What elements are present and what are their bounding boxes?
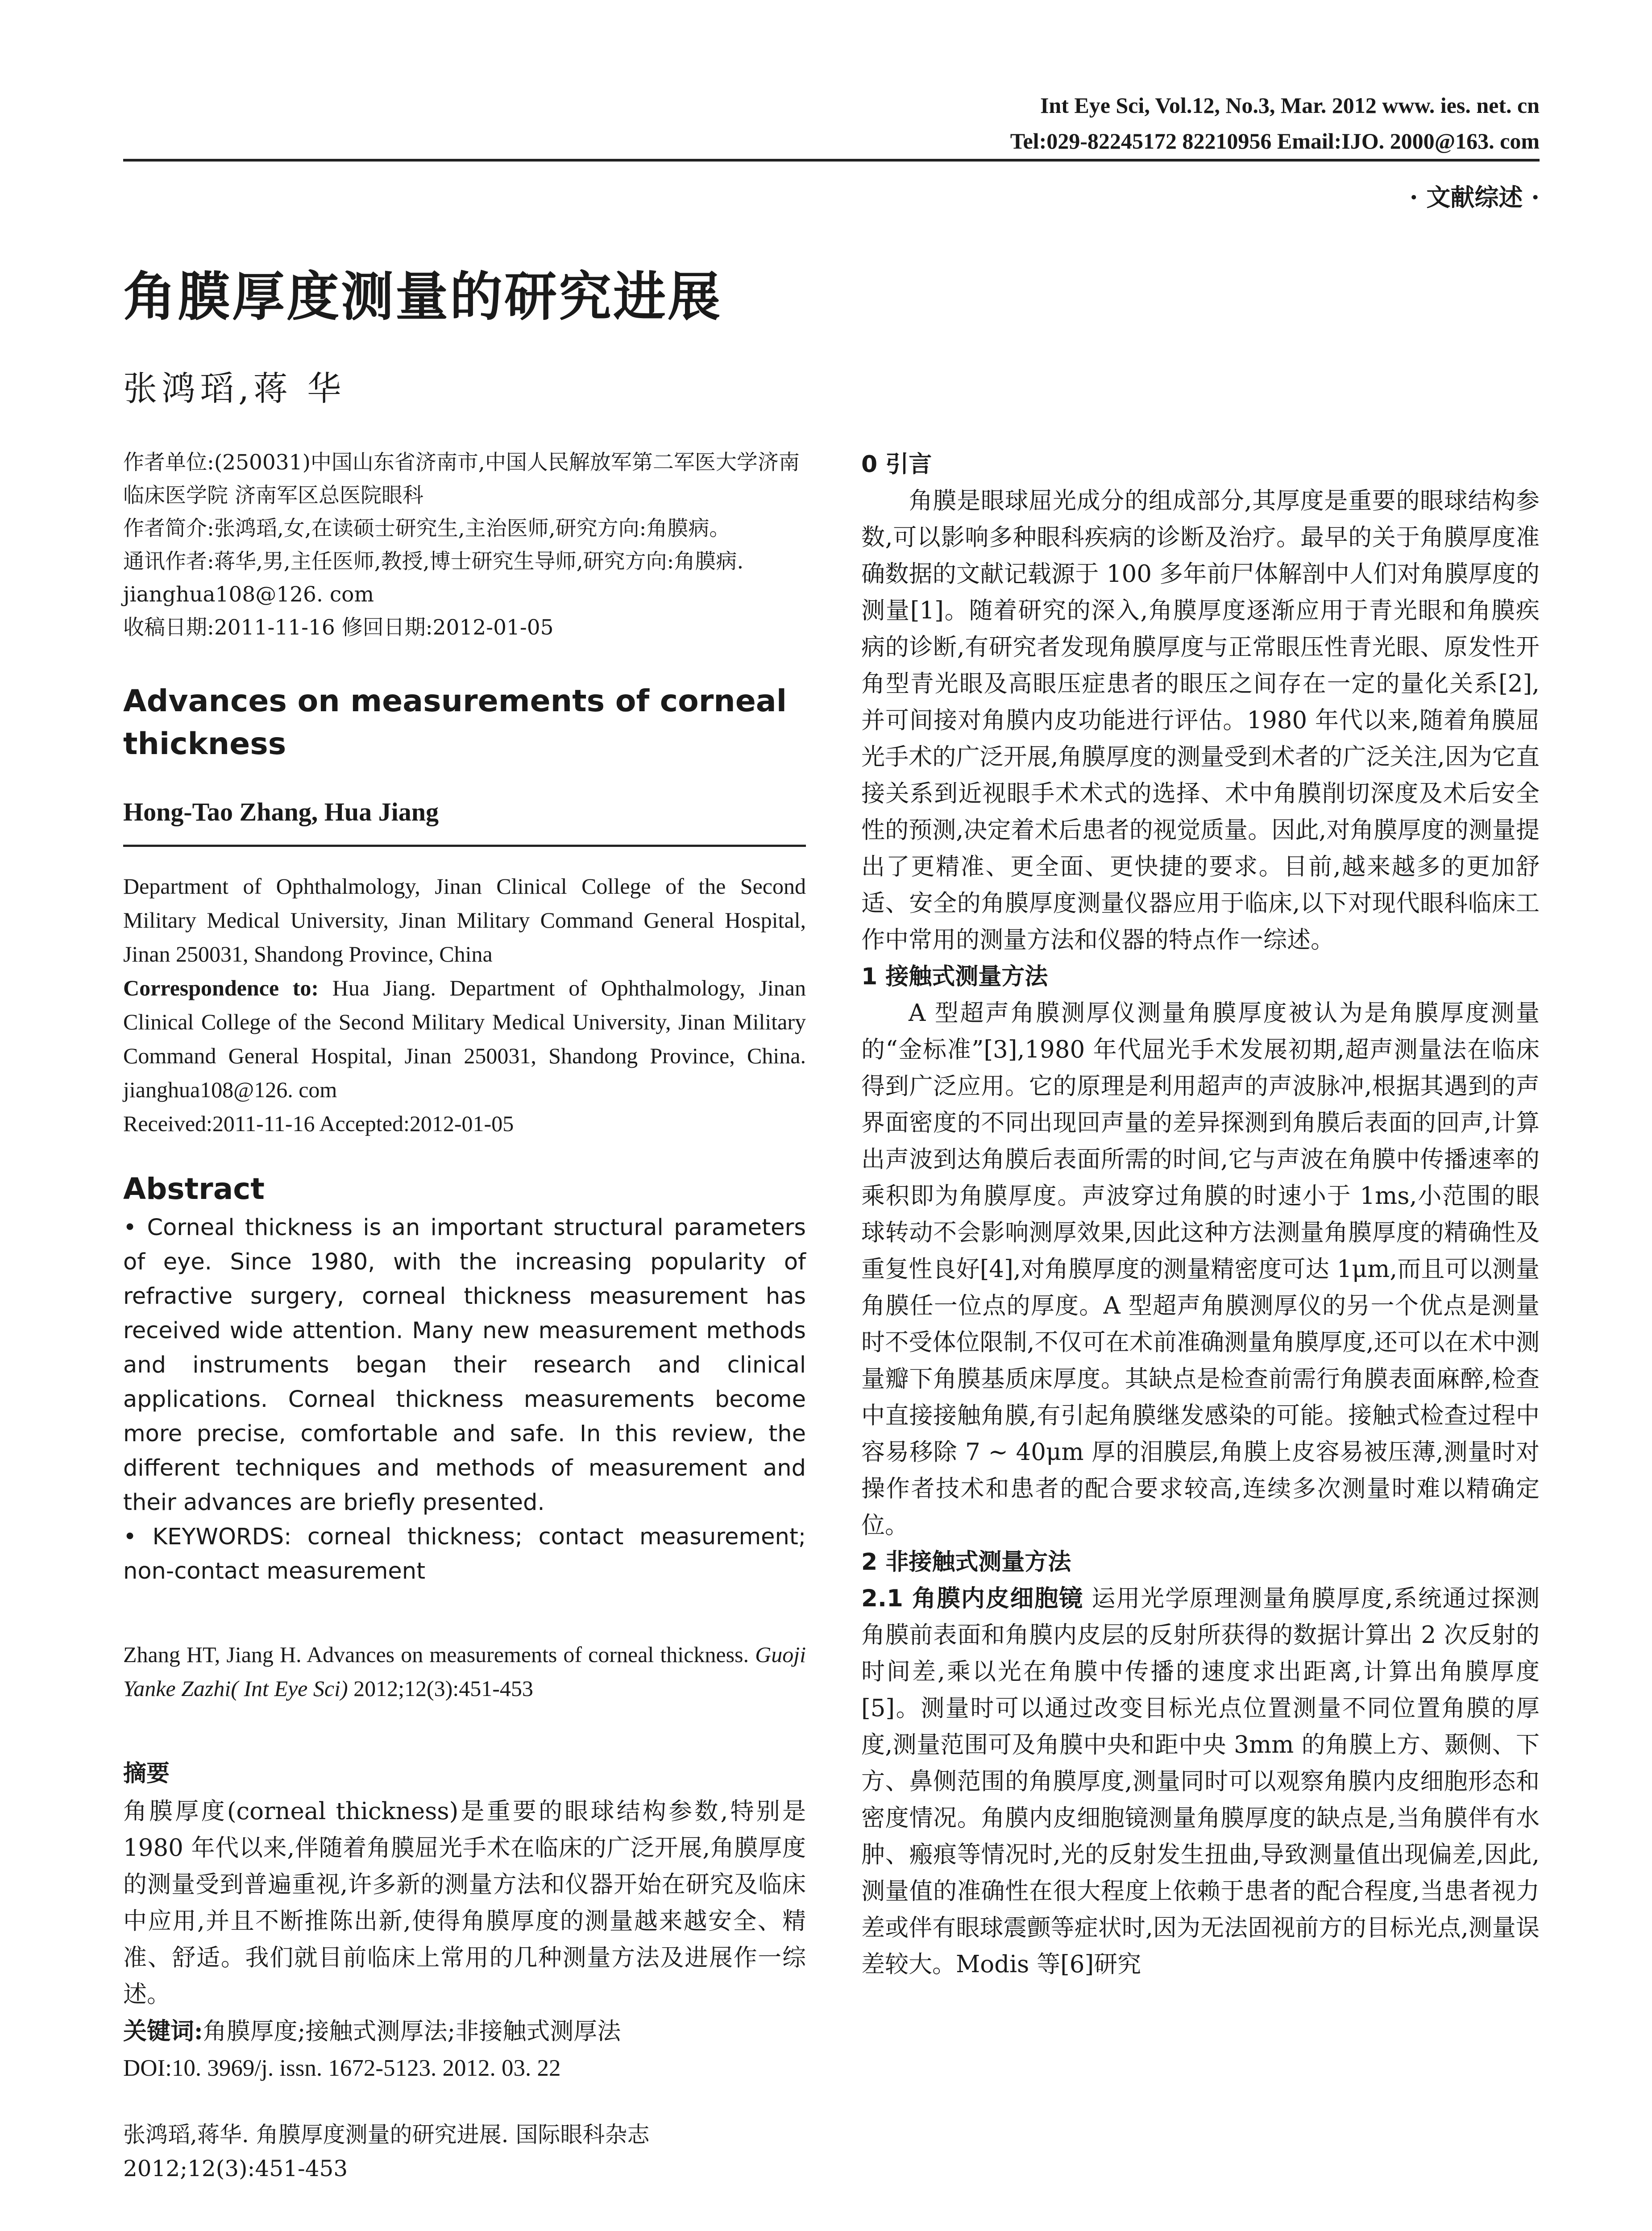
meta-author-bio: 作者简介:张鸿瑫,女,在读硕士研究生,主治医师,研究方向:角膜病。	[123, 516, 731, 541]
header-rule	[123, 159, 1540, 162]
keywords-cn	[123, 2013, 806, 2050]
heading-noncontact: 2 非接触式测量方法	[861, 1549, 1071, 1576]
right-column	[861, 446, 1540, 1983]
meta-dates: 收稿日期:2011-11-16 修回日期:2012-01-05	[123, 615, 554, 640]
received-en: Received:2011-11-16 Accepted:2012-01-05	[123, 1111, 514, 1136]
affiliation-block	[123, 869, 806, 1140]
doi: DOI:10. 3969/j. issn. 1672-5123. 2012. 03. 22	[123, 2055, 561, 2081]
abstract-body	[123, 1211, 806, 1588]
journal-header	[897, 87, 1540, 159]
correspondence-label: Correspondence to:	[123, 975, 319, 1000]
section-tag: · 文献综述 ·	[1409, 183, 1540, 211]
citation-en-authors: Zhang HT, Jiang H. Advances on measurements of corneal thickness.	[123, 1642, 755, 1667]
journal-line: Int Eye Sci, Vol.12, No.3, Mar. 2012 www. ies. net. cn	[1040, 93, 1540, 118]
para-specular	[861, 1580, 1540, 1983]
para-specular-text: 运用光学原理测量角膜厚度,系统通过探测角膜前表面和角膜内皮层的反射所获得的数据计算出 2 次反射的时间差,乘以光在角膜中传播的速度求出距离,计算出角膜厚度[5]。测量时可以通过改变目标光点位置测量不同位置角膜的厚度,测量范围可及角膜中央和距中央 3mm 的角膜上方、颞侧、下方、鼻侧范围的角膜厚度,测量同时可以观察角膜内皮细胞形态和密度情况。角膜内皮细胞镜测量角膜厚度的缺点是,当角膜伴有水肿、瘢痕等情况时,光的反射发生扭曲,导致测量值出现偏差,因此,测量值的准确性在很大程度上依赖于患者的配合程度,当患者视力差或伴有眼球震颤等症状时,因为无法固视前方的目标光点,测量误差较大。Modis 等[6]研究	[861, 1585, 1540, 1978]
abstract-text: • Corneal thickness is an important structural parameters of eye. Since 1980, with the increasing popularity of refractive surgery, corneal thickness measurement has received wide attention. Many new measurement methods and instruments began their research and clinical applications. Corneal thickness measurements become more precise, comfortable and safe. In this review, the different techniques and methods of measurement and their advances are briefly presented.	[123, 1215, 806, 1516]
para-contact	[861, 995, 1540, 1544]
meta-cn	[123, 446, 806, 644]
authors-cn: 张鸿瑫,蒋 华	[123, 369, 346, 408]
page-title: 角膜厚度测量的研究进展	[123, 265, 722, 328]
keywords-cn-text: 角膜厚度;接触式测厚法;非接触式测厚法	[203, 2018, 621, 2045]
left-column	[123, 446, 806, 2185]
para-contact-text: A 型超声角膜测厚仪测量角膜厚度被认为是角膜厚度测量的“金标准”[3],1980 年代屈光手术发展初期,超声测量法在临床得到广泛应用。它的原理是利用超声的声波脉冲,根据其遇到的声界面密度的不同出现回声量的差异探测到角膜后表面的回声,计算出声波到达角膜后表面所需的时间,它与声波在角膜中传播速率的乘积即为角膜厚度。声波穿过角膜的时速小于 1ms,小范围的眼球转动不会影响测厚效果,因此这种方法测量角膜厚度的精确性及重复性良好[4],对角膜厚度的测量精密度可达 1μm,而且可以测量角膜任一位点的厚度。A 型超声角膜测厚仪的另一个优点是测量时不受体位限制,不仅可在术前准确测量角膜厚度,还可以在术中测量瓣下角膜基质床厚度。其缺点是检查前需行角膜表面麻醉,检查中直接接触角膜,有引起角膜继发感染的可能。接触式检查过程中容易移除 7 ~ 40μm 厚的泪膜层,角膜上皮容易被压薄,测量时对操作者技术和患者的配合要求较高,连续多次测量时难以精确定位。	[861, 999, 1540, 1539]
meta-affiliation: 作者单位:(250031)中国山东省济南市,中国人民解放军第二军医大学济南临床医学院 济南军区总医院眼科	[123, 450, 800, 508]
title-en: Advances on measurements of corneal thickness	[123, 684, 787, 762]
citation-en-journal: Guoji Yanke Zazhi( Int Eye Sci)	[123, 1642, 806, 1701]
abstract-cn-heading: 摘要	[123, 1760, 170, 1787]
heading-intro: 0 引言	[861, 451, 932, 478]
para-intro-text: 角膜是眼球屈光成分的组成部分,其厚度是重要的眼球结构参数,可以影响多种眼科疾病的诊断及治疗。最早的关于角膜厚度准确数据的文献记载源于 100 多年前尸体解剖中人们对角膜厚度的测量[1]。随着研究的深入,角膜厚度逐渐应用于青光眼和角膜疾病的诊断,有研究者发现角膜厚度与正常眼压性青光眼、原发性开角型青光眼及高眼压症患者的眼压之间存在一定的量化关系[2],并可间接对角膜内皮功能进行评估。1980 年代以来,随着角膜屈光手术的广泛开展,角膜厚度的测量受到术者的广泛关注,因为它直接关系到近视眼手术术式的选择、术中角膜削切深度及术后安全性的预测,决定着术后患者的视觉质量。因此,对角膜厚度的测量提出了更精准、更全面、更快捷的要求。目前,越来越多的更加舒适、安全的角膜厚度测量仪器应用于临床,以下对现代眼科临床工作中常用的测量方法和仪器的特点作一综述。	[861, 487, 1540, 954]
affiliation-en: Department of Ophthalmology, Jinan Clinical College of the Second Military Medical University, Jinan Military Command General Hospital, Jinan 250031, Shandong Province, China	[123, 874, 806, 966]
meta-correspondent: 通讯作者:蒋华,男,主任医师,教授,博士研究生导师,研究方向:角膜病. jianghua108@126. com	[123, 549, 744, 607]
contact-line: Tel:029-82245172 82210956 Email:IJO. 2000@163. com	[1010, 129, 1540, 153]
heading-contact: 1 接触式测量方法	[861, 963, 1048, 990]
authors-rule	[123, 845, 806, 847]
correspondence-text: Hua Jiang. Department of Ophthalmology, Jinan Clinical College of the Second Military Medical University, Jinan Military Command General Hospital, Jinan 250031, Shandong Province, China. jianghua108@126. com	[123, 975, 806, 1102]
keywords-cn-label: 关键词:	[123, 2017, 203, 2045]
keywords-en: • KEYWORDS: corneal thickness; contact measurement; non-contact measurement	[123, 1524, 806, 1584]
citation-cn: 张鸿瑫,蒋华. 角膜厚度测量的研究进展. 国际眼科杂志 2012;12(3):451-453	[123, 2122, 650, 2181]
subheading-specular: 2.1 角膜内皮细胞镜	[861, 1585, 1083, 1612]
correspondence	[123, 971, 806, 1107]
authors-en: Hong-Tao Zhang, Hua Jiang	[123, 797, 439, 826]
citation-en-volume: 2012;12(3):451-453	[348, 1676, 533, 1701]
abstract-cn-body: 角膜厚度(corneal thickness)是重要的眼球结构参数,特别是 1980 年代以来,伴随着角膜屈光手术在临床的广泛开展,角膜厚度的测量受到普遍重视,许多新的测量方法和仪器开始在研究及临床中应用,并且不断推陈出新,使得角膜厚度的测量越来越安全、精准、舒适。我们就目前临床上常用的几种测量方法及进展作一综述。	[123, 1798, 806, 2008]
para-intro	[861, 483, 1540, 958]
abstract-heading: Abstract	[123, 1172, 265, 1206]
citation-en	[123, 1638, 806, 1705]
